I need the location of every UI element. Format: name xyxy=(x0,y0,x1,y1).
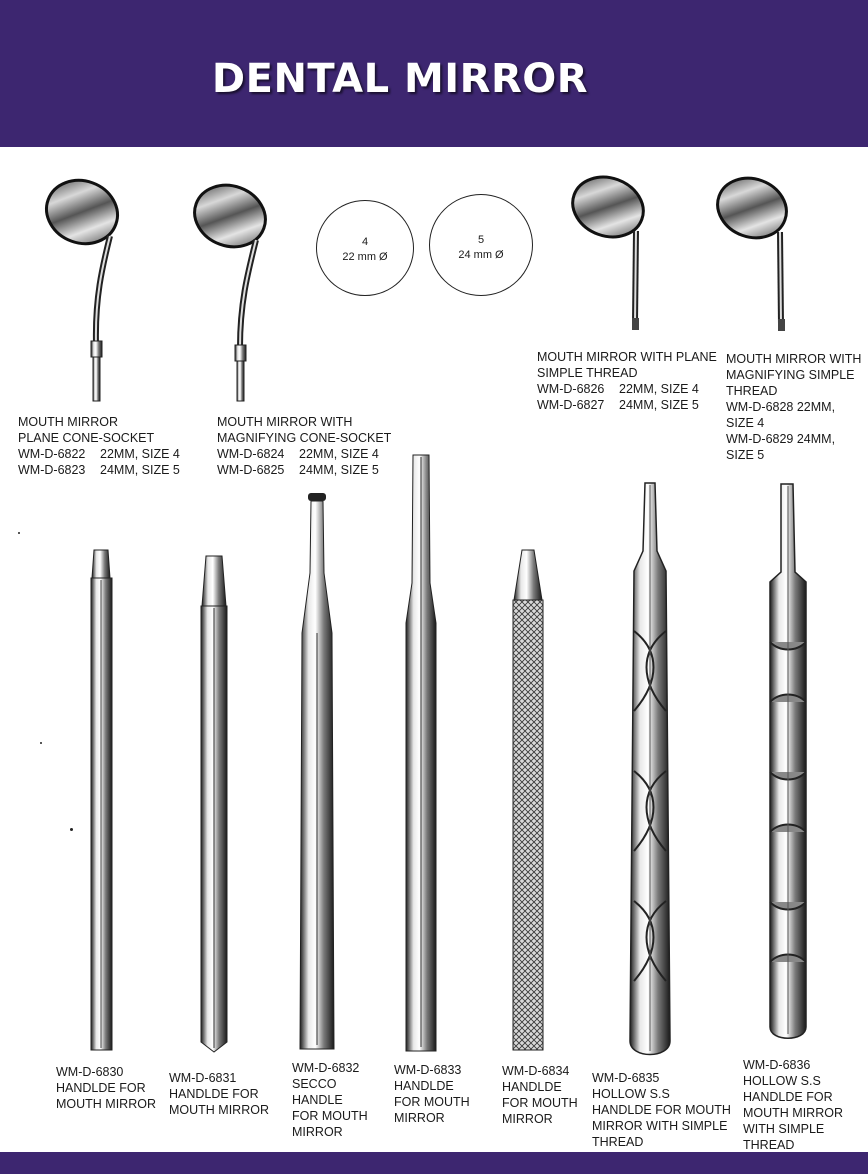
product-title-line: PLANE CONE-SOCKET xyxy=(18,431,155,445)
decorative-dot xyxy=(40,742,42,744)
product-spec: 24MM, SIZE 5 xyxy=(299,463,379,477)
product-title-line: HANDLDE FOR MOUTH xyxy=(592,1103,731,1117)
handle-label-6831 xyxy=(169,1070,269,1118)
product-code: WM-D-6824 xyxy=(217,447,285,461)
product-code: WM-D-6834 xyxy=(502,1064,570,1078)
handle-label-6830 xyxy=(56,1064,156,1112)
product-title-line: MIRROR xyxy=(394,1111,445,1125)
mirror-simple-thread-magnifying-image xyxy=(714,174,804,334)
product-title-line: MOUTH MIRROR xyxy=(18,415,118,429)
mirror-label-6828 xyxy=(726,351,861,463)
decorative-dot xyxy=(70,828,73,831)
variant-row xyxy=(18,462,180,478)
product-title-line: HANDLDE xyxy=(394,1079,454,1093)
product-title-line: MAGNIFYING CONE-SOCKET xyxy=(217,431,392,445)
size-diameter: 24 mm Ø xyxy=(458,249,504,261)
product-title-line: MOUTH MIRROR WITH xyxy=(726,352,862,366)
product-title-line: THREAD xyxy=(592,1135,644,1149)
size-number: 5 xyxy=(477,234,485,246)
product-title-line: MOUTH MIRROR xyxy=(56,1097,156,1111)
handle-6832-image xyxy=(298,493,338,1055)
product-title-line: MIRROR WITH SIMPLE xyxy=(592,1119,728,1133)
mirror-simple-thread-plane-image xyxy=(568,173,658,333)
product-title-line: MIRROR xyxy=(502,1112,553,1126)
product-spec: 24MM, SIZE 5 xyxy=(619,398,699,412)
variant-row xyxy=(18,446,180,462)
mirror-label-6824 xyxy=(217,414,391,478)
footer-bar xyxy=(0,1152,868,1174)
product-code: WM-D-6832 xyxy=(292,1061,360,1075)
page-title: DENTAL MIRROR xyxy=(211,56,589,102)
product-title-line: SECCO xyxy=(292,1077,337,1091)
size-number: 4 xyxy=(361,236,369,248)
product-code: WM-D-6833 xyxy=(394,1063,462,1077)
header-banner xyxy=(0,0,868,147)
product-code: WM-D-6831 xyxy=(169,1071,237,1085)
variant-row xyxy=(217,462,391,478)
product-title-line: HANDLE xyxy=(292,1093,343,1107)
product-code: WM-D-6830 xyxy=(56,1065,124,1079)
handle-6834-image xyxy=(510,548,546,1054)
product-title-line: HANDLDE xyxy=(502,1080,562,1094)
mirror-label-6822 xyxy=(18,414,180,478)
handle-6835-image xyxy=(620,481,680,1065)
product-code: WM-D-6823 xyxy=(18,463,86,477)
handle-label-6833 xyxy=(394,1062,470,1126)
handle-label-6835 xyxy=(592,1070,731,1150)
product-title-line: THREAD xyxy=(743,1138,795,1152)
product-code: WM-D-6826 xyxy=(537,382,605,396)
handle-6836-image xyxy=(764,482,812,1042)
product-code: WM-D-6822 xyxy=(18,447,86,461)
product-title-line: HANDLDE FOR xyxy=(169,1087,259,1101)
product-title-line: HOLLOW S.S xyxy=(743,1074,821,1088)
product-title-line: FOR MOUTH xyxy=(292,1109,368,1123)
product-title-line: MOUTH MIRROR xyxy=(169,1103,269,1117)
product-spec: 22MM, SIZE 4 xyxy=(299,447,379,461)
product-code: WM-D-6825 xyxy=(217,463,285,477)
product-title-line: MIRROR xyxy=(292,1125,343,1139)
product-code-line: WM-D-6828 22MM, xyxy=(726,400,836,414)
size-circle-5 xyxy=(429,194,533,296)
variant-row xyxy=(217,446,391,462)
product-title-line: FOR MOUTH xyxy=(502,1096,578,1110)
mirror-cone-socket-plane-image xyxy=(40,178,130,408)
mirror-label-6826 xyxy=(537,349,717,413)
product-title-line: THREAD xyxy=(726,384,778,398)
handle-label-6834 xyxy=(502,1063,578,1127)
variant-row xyxy=(537,397,717,413)
product-spec-line: SIZE 5 xyxy=(726,448,765,462)
handle-label-6832 xyxy=(292,1060,368,1140)
mirror-cone-socket-magnifying-image xyxy=(188,182,278,412)
product-title-line: HANDLDE FOR xyxy=(56,1081,146,1095)
handle-6831-image xyxy=(198,554,232,1054)
product-title-line: MOUTH MIRROR WITH PLANE xyxy=(537,350,717,364)
product-spec: 22MM, SIZE 4 xyxy=(100,447,180,461)
product-spec-line: SIZE 4 xyxy=(726,416,765,430)
product-title-line: HOLLOW S.S xyxy=(592,1087,670,1101)
size-circle-4 xyxy=(316,200,414,296)
product-title-line: SIMPLE THREAD xyxy=(537,366,638,380)
product-title-line: MOUTH MIRROR WITH xyxy=(217,415,353,429)
variant-row xyxy=(537,381,717,397)
product-code: WM-D-6836 xyxy=(743,1058,811,1072)
product-title-line: MAGNIFYING SIMPLE xyxy=(726,368,855,382)
decorative-dot xyxy=(18,532,20,534)
product-code: WM-D-6827 xyxy=(537,398,605,412)
product-code: WM-D-6835 xyxy=(592,1071,660,1085)
product-spec: 24MM, SIZE 5 xyxy=(100,463,180,477)
product-title-line: HANDLDE FOR xyxy=(743,1090,833,1104)
handle-6833-image xyxy=(403,453,439,1055)
product-code-line: WM-D-6829 24MM, xyxy=(726,432,836,446)
handle-label-6836 xyxy=(743,1057,843,1153)
product-spec: 22MM, SIZE 4 xyxy=(619,382,699,396)
handle-6830-image xyxy=(88,546,118,1056)
size-diameter: 22 mm Ø xyxy=(342,251,388,263)
product-title-line: FOR MOUTH xyxy=(394,1095,470,1109)
product-title-line: MOUTH MIRROR xyxy=(743,1106,843,1120)
product-title-line: WITH SIMPLE xyxy=(743,1122,825,1136)
